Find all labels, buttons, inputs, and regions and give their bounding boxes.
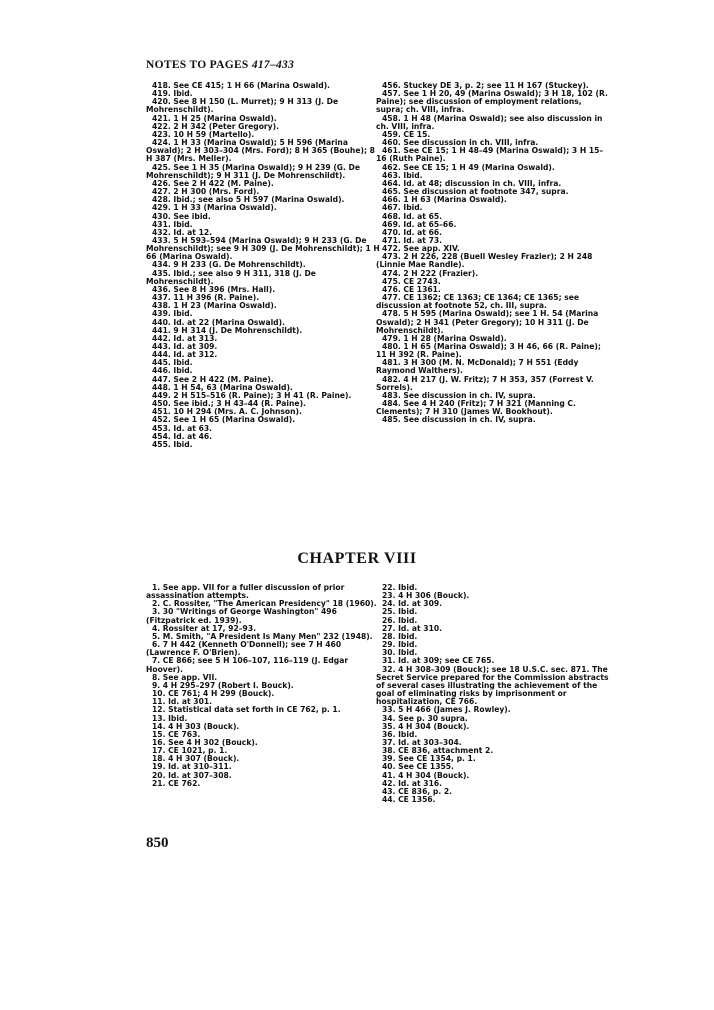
footnote: 429. 1 H 33 (Marina Oswald). xyxy=(152,203,277,213)
footnote: 33. 5 H 466 (James J. Rowley). xyxy=(382,705,511,715)
footnote: 25. Ibid. xyxy=(382,607,418,617)
footnote: 460. See discussion in ch. VIII, infra. xyxy=(382,138,539,148)
footnote: 26. Ibid. xyxy=(382,615,418,625)
footnote: 10. CE 761; 4 H 299 (Bouck). xyxy=(152,689,275,699)
footnote: 5. M. Smith, "A President Is Many Men" 232 (1948). xyxy=(152,631,373,641)
footnote: 427. 2 H 300 (Mrs. Ford). xyxy=(152,187,260,197)
notes-column-upper-right xyxy=(376,82,611,425)
footnote: 6. 7 H 442 (Kenneth O'Donnell); see 7 H 460 (Lawrence F. O'Brien). xyxy=(146,640,342,658)
footnote: 431. Ibid. xyxy=(152,219,193,229)
footnote: 470. Id. at 66. xyxy=(382,227,443,237)
footnote: 22. Ibid. xyxy=(382,583,418,592)
footnote: 18. 4 H 307 (Bouck). xyxy=(152,754,240,764)
notes-column-lower-left xyxy=(146,584,381,788)
footnote: 35. 4 H 304 (Bouck). xyxy=(382,721,470,731)
page-number: 850 xyxy=(146,835,169,851)
footnote: 481. 3 H 300 (M. N. McDonald); 7 H 551 (Eddy Raymond Walthers). xyxy=(376,358,579,376)
footnote: 435. Ibid.; see also 9 H 311, 318 (J. De Mohrenschildt). xyxy=(146,268,316,286)
footnote: 433. 5 H 593–594 (Marina Oswald); 9 H 233 (G. De Mohrenschildt); see 9 H 309 (J. De Mohrenschildt); 1 H 66 (Marina Oswald). xyxy=(146,235,380,262)
footnote: 34. See p. 30 supra. xyxy=(382,713,468,723)
footnote: 13. Ibid. xyxy=(152,713,188,723)
footnote: 446. Ibid. xyxy=(152,366,193,376)
footnote: 42. Id. at 316. xyxy=(382,778,443,788)
footnote: 30. Ibid. xyxy=(382,648,418,658)
footnote: 443. Id. at 309. xyxy=(152,342,218,351)
footnote: 36. Ibid. xyxy=(382,729,418,739)
footnote: 440. Id. at 22 (Marina Oswald). xyxy=(152,317,285,327)
footnote: 28. Ibid. xyxy=(382,631,418,641)
footnote: 15. CE 763. xyxy=(152,729,201,739)
footnote: 465. See discussion at footnote 347, supra. xyxy=(382,187,569,197)
footnote: 422. 2 H 342 (Peter Gregory). xyxy=(152,121,279,131)
footnote: 37. Id. at 303–304. xyxy=(382,737,462,747)
footnote: 459. CE 15. xyxy=(382,129,431,139)
footnote: 9. 4 H 295–297 (Robert I. Bouck). xyxy=(152,680,294,690)
chapter-heading: CHAPTER VIII xyxy=(297,550,417,567)
footnote: 467. Ibid. xyxy=(382,203,423,213)
footnote: 485. See discussion in ch. IV, supra. xyxy=(382,415,536,425)
footnote: 436. See 8 H 396 (Mrs. Hall). xyxy=(152,284,276,294)
footnote: 445. Ibid. xyxy=(152,358,193,368)
footnote: 473. 2 H 226, 228 (Buell Wesley Frazier); 2 H 248 (Linnie Mae Randle). xyxy=(376,252,593,270)
footnote: 455. Ibid. xyxy=(152,439,193,449)
footnote: 442. Id. at 313. xyxy=(152,333,218,343)
footnote: 7. CE 866; see 5 H 106–107, 116–119 (J. Edgar Hoover). xyxy=(146,656,349,674)
footnote: 463. Ibid. xyxy=(382,170,423,180)
footnote: 44. CE 1356. xyxy=(382,795,436,805)
footnote: 8. See app. VII. xyxy=(152,672,218,682)
footnote: 420. See 8 H 150 (L. Murret); 9 H 313 (J. De Mohrenschildt). xyxy=(146,97,339,115)
footnote: 16. See 4 H 302 (Bouck). xyxy=(152,737,258,747)
footnote: 454. Id. at 46. xyxy=(152,431,213,441)
footnote: 430. See ibid. xyxy=(152,211,211,221)
footnote: 482. 4 H 217 (J. W. Fritz); 7 H 353, 357 (Forrest V. Sorrels). xyxy=(376,374,594,392)
footnote: 423. 10 H 59 (Martello). xyxy=(152,129,255,139)
footnote: 12. Statistical data set forth in CE 762, p. 1. xyxy=(152,705,341,715)
footnote: 24. Id. at 309. xyxy=(382,599,443,609)
footnote: 31. Id. at 309; see CE 765. xyxy=(382,656,495,666)
footnote: 476. CE 1361. xyxy=(382,284,441,294)
footnote: 4. Rossiter at 17, 92–93. xyxy=(152,623,256,633)
footnote: 469. Id. at 65–66. xyxy=(382,219,457,229)
notes-column-upper-left xyxy=(146,82,381,449)
footnote: 428. Ibid.; see also 5 H 597 (Marina Oswald). xyxy=(152,195,345,205)
footnote: 43. CE 836, p. 2. xyxy=(382,786,453,796)
footnote: 11. Id. at 301. xyxy=(152,697,213,707)
notes-column-lower-right xyxy=(376,584,611,804)
footnote: 17. CE 1021, p. 1. xyxy=(152,746,228,756)
footnote: 2. C. Rossiter, "The American Presidency" 18 (1960). xyxy=(152,599,377,609)
footnote: 439. Ibid. xyxy=(152,309,193,319)
running-head-prefix: NOTES TO PAGES xyxy=(146,59,252,71)
footnote: 441. 9 H 314 (J. De Mohrenschildt). xyxy=(152,325,303,335)
footnote: 449. 2 H 515–516 (R. Paine); 3 H 41 (R. Paine). xyxy=(152,390,352,400)
footnote: 32. 4 H 308–309 (Bouck); see 18 U.S.C. sec. 871. The Secret Service prepared for the Commission abstracts of several cases illustrating the achievement of the goal of eliminating risks by imprisonment or hospitalization, CE 766. xyxy=(376,664,609,707)
footnote: 444. Id. at 312. xyxy=(152,350,218,360)
footnote: 437. 11 H 396 (R. Paine). xyxy=(152,293,260,303)
footnote: 29. Ibid. xyxy=(382,640,418,650)
footnote: 453. Id. at 63. xyxy=(152,423,213,433)
footnote: 471. Id. at 73. xyxy=(382,235,443,245)
footnote: 448. 1 H 54, 63 (Marina Oswald). xyxy=(152,382,293,392)
footnote: 438. 1 H 23 (Marina Oswald). xyxy=(152,301,277,311)
running-head-pages: 417–433 xyxy=(251,59,295,71)
footnote: 457. See 1 H 20, 49 (Marina Oswald); 3 H 18, 102 (R. Paine); see discussion of employment relations, supra; ch. VIII, infra. xyxy=(376,89,608,115)
footnote: 484. See 4 H 240 (Fritz); 7 H 321 (Manning C. Clements); 7 H 310 (James W. Bookhout). xyxy=(376,399,576,417)
footnote: 480. 1 H 65 (Marina Oswald); 3 H 46, 66 (R. Paine); 11 H 392 (R. Paine). xyxy=(376,342,601,360)
footnote: 38. CE 836, attachment 2. xyxy=(382,746,494,756)
footnote: 418. See CE 415; 1 H 66 (Marina Oswald). xyxy=(152,81,331,90)
footnote: 425. See 1 H 35 (Marina Oswald); 9 H 239 (G. De Mohrenschildt); 9 H 311 (J. De Mohrenschildt). xyxy=(146,162,361,180)
footnote: 27. Id. at 310. xyxy=(382,623,443,633)
footnote: 479. 1 H 28 (Marina Oswald). xyxy=(382,333,507,343)
footnote: 461. See CE 15; 1 H 48–49 (Marina Oswald); 3 H 15–16 (Ruth Paine). xyxy=(376,146,604,164)
footnote: 464. Id. at 48; discussion in ch. VIII, infra. xyxy=(382,178,562,188)
footnote: 20. Id. at 307–308. xyxy=(152,770,232,780)
footnote: 432. Id. at 12. xyxy=(152,227,213,237)
footnote: 14. 4 H 303 (Bouck). xyxy=(152,721,240,731)
footnote: 478. 5 H 595 (Marina Oswald); see 1 H. 54 (Marina Oswald); 2 H 341 (Peter Gregory); 10 H 311 (J. De Mohrenschildt). xyxy=(376,309,599,335)
footnote: 472. See app. XIV. xyxy=(382,244,460,254)
footnote: 3. 30 "Writings of George Washington" 496 (Fitzpatrick ed. 1939). xyxy=(146,607,337,625)
footnote: 466. 1 H 63 (Marina Oswald). xyxy=(382,195,507,205)
footnote: 19. Id. at 310–311. xyxy=(152,762,232,772)
footnote: 21. CE 762. xyxy=(152,778,201,788)
footnote: 475. CE 2743. xyxy=(382,276,441,286)
footnote: 452. See 1 H 65 (Marina Oswald). xyxy=(152,415,296,425)
footnote: 474. 2 H 222 (Frazier). xyxy=(382,268,479,278)
footnote: 458. 1 H 48 (Marina Oswald); see also discussion in ch. VIII, infra. xyxy=(376,113,603,131)
footnote: 450. See ibid.; 3 H 43–44 (R. Paine). xyxy=(152,399,306,409)
footnote: 468. Id. at 65. xyxy=(382,211,443,221)
footnote: 451. 10 H 294 (Mrs. A. C. Johnson). xyxy=(152,407,302,417)
footnote: 424. 1 H 33 (Marina Oswald); 5 H 596 (Marina Oswald); 2 H 303–304 (Mrs. Ford); 8 H 365 (Bouhe); 8 H 387 (Mrs. Meller). xyxy=(146,138,375,164)
footnote: 41. 4 H 304 (Bouck). xyxy=(382,770,470,780)
footnote: 23. 4 H 306 (Bouck). xyxy=(382,591,470,601)
footnote: 447. See 2 H 422 (M. Paine). xyxy=(152,374,274,384)
footnote: 39. See CE 1354, p. 1. xyxy=(382,754,476,764)
footnote: 462. See CE 15; 1 H 49 (Marina Oswald). xyxy=(382,162,555,172)
footnote: 477. CE 1362; CE 1363; CE 1364; CE 1365; see discussion at footnote 52, ch. III, supra. xyxy=(376,293,580,311)
footnote: 40. See CE 1355. xyxy=(382,762,454,772)
footnote: 434. 9 H 233 (G. De Mohrenschildt). xyxy=(152,260,306,270)
footnote: 1. See app. VII for a fuller discussion of prior assassination attempts. xyxy=(146,583,345,601)
footnote: 456. Stuckey DE 3, p. 2; see 11 H 167 (Stuckey). xyxy=(382,81,589,90)
footnote: 421. 1 H 25 (Marina Oswald). xyxy=(152,113,277,123)
footnote: 419. Ibid. xyxy=(152,89,193,99)
footnote: 483. See discussion in ch. IV, supra. xyxy=(382,390,536,400)
footnote: 426. See 2 H 422 (M. Paine). xyxy=(152,178,274,188)
running-head xyxy=(146,59,346,71)
